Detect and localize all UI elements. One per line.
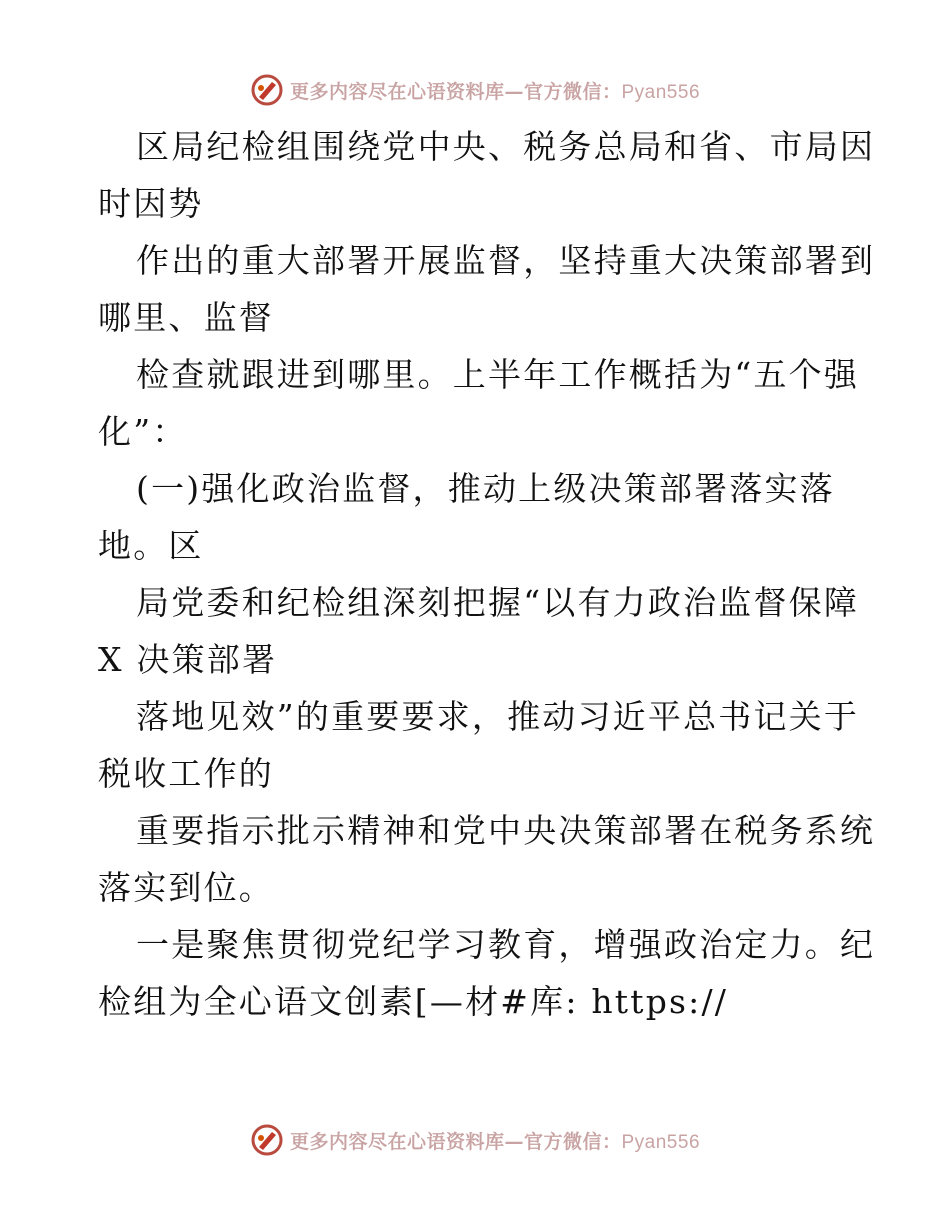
watermark-handle: Pyan556 xyxy=(621,81,701,103)
text-line: 落实到位。 xyxy=(98,868,274,907)
watermark-text: 更多内容尽在心语资料库—官方微信：Pyan556 xyxy=(289,1130,701,1153)
text-line: 检组为全心语文创素[—材#库: https:// xyxy=(98,982,729,1021)
text-line: 地。区 xyxy=(98,526,204,565)
watermark-footer xyxy=(0,1120,950,1160)
text-line: 哪里、监督 xyxy=(98,298,274,337)
text-line: 一是聚焦贯彻党纪学习教育，增强政治定力。纪 xyxy=(136,925,876,964)
document-body xyxy=(98,118,876,1030)
text-line: 税收工作的 xyxy=(98,754,274,793)
text-line: (一)强化政治监督，推动上级决策部署落实落 xyxy=(136,469,835,508)
watermark-handle: Pyan556 xyxy=(621,1131,701,1153)
text-line: 时因势 xyxy=(98,184,204,223)
text-line: 区局纪检组围绕党中央、税务总局和省、市局因 xyxy=(136,127,876,166)
text-line: 作出的重大部署开展监督，坚持重大决策部署到 xyxy=(136,241,876,280)
text-line: 落地见效”的重要要求，推动习近平总书记关于 xyxy=(136,697,860,736)
watermark-text: 更多内容尽在心语资料库—官方微信：Pyan556 xyxy=(289,80,701,103)
pen-circle-logo-icon xyxy=(250,1123,284,1157)
watermark-header xyxy=(0,70,950,110)
text-line: X 决策部署 xyxy=(98,640,278,679)
pen-circle-logo-icon xyxy=(250,73,284,107)
text-line: 重要指示批示精神和党中央决策部署在税务系统 xyxy=(136,811,876,850)
text-line: 局党委和纪检组深刻把握“以有力政治监督保障 xyxy=(136,583,860,622)
text-line: 化”： xyxy=(98,412,188,451)
text-line: 检查就跟进到哪里。上半年工作概括为“五个强 xyxy=(136,355,860,394)
